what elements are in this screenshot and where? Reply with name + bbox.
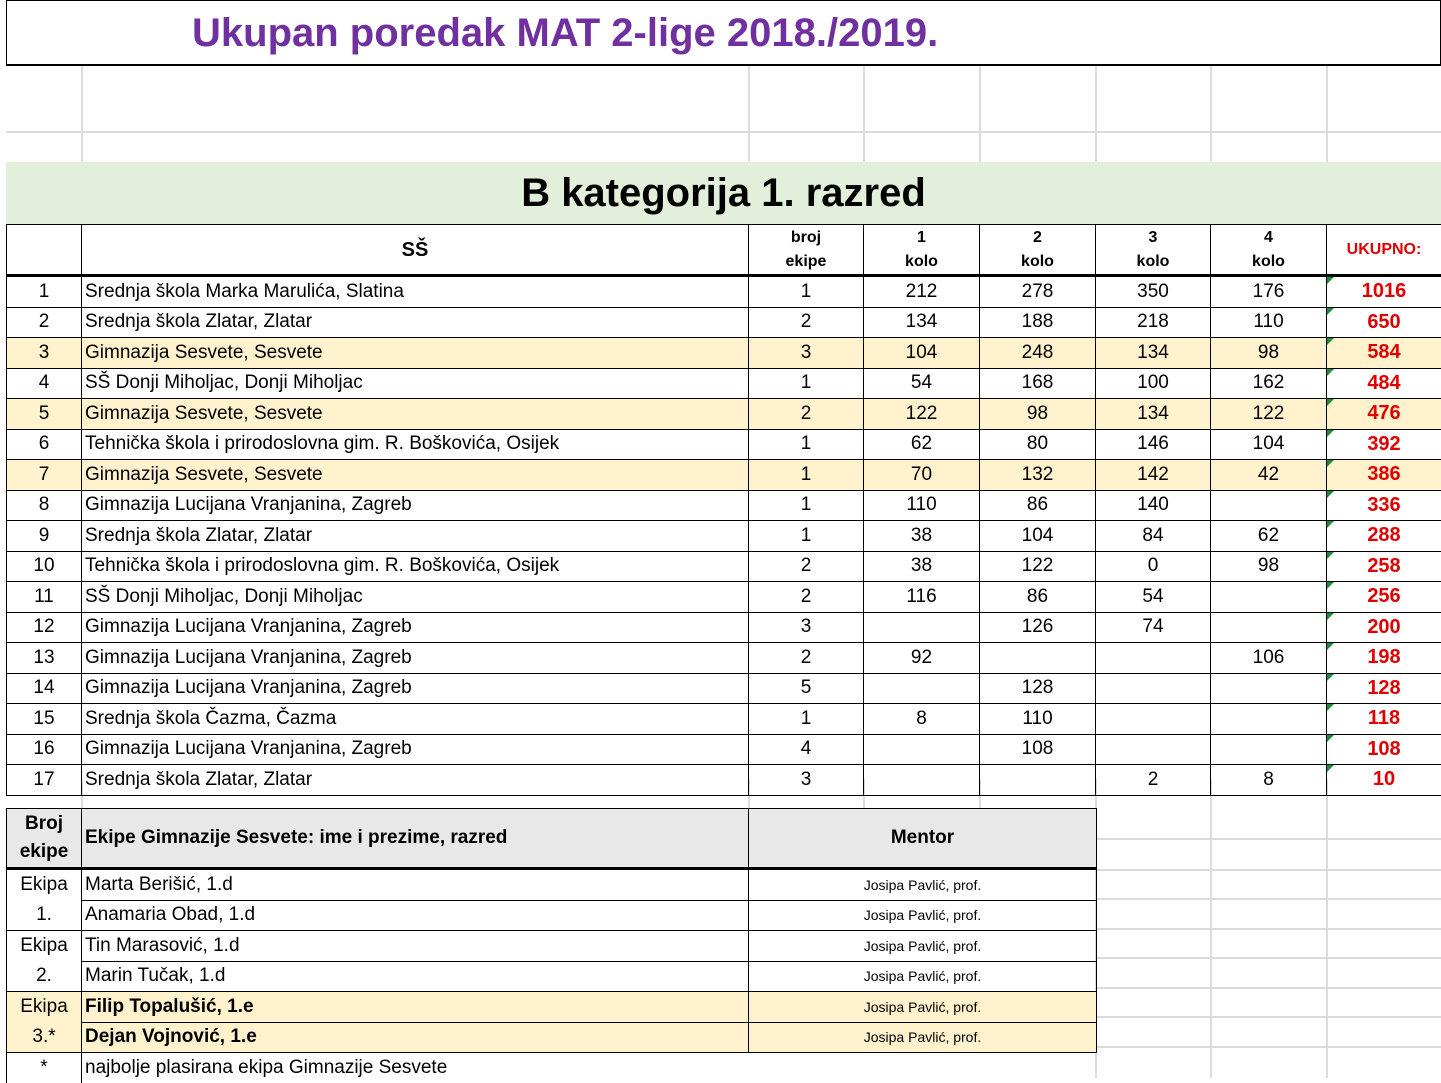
table-row (7, 521, 1441, 552)
school-cell: Gimnazija Sesvete, Sesvete (82, 460, 749, 491)
footnote-mark: * (7, 1053, 82, 1083)
team-no-cell: 2 (749, 551, 864, 582)
round-3-cell (1096, 734, 1211, 765)
school-cell: Srednja škola Zlatar, Zlatar (82, 521, 749, 552)
school-cell: Srednja škola Zlatar, Zlatar (82, 765, 749, 796)
team-no-cell: 1 (749, 704, 864, 735)
round-4-cell (1211, 490, 1327, 521)
rank-cell: 10 (7, 551, 82, 582)
round-1-cell (864, 673, 980, 704)
teams-header-mentor: Mentor (749, 809, 1097, 869)
round-4-cell: 104 (1211, 429, 1327, 460)
member-cell: Anamaria Obad, 1.d (82, 900, 749, 931)
total-cell: 476 (1327, 399, 1441, 430)
team-no-cell: 1 (749, 490, 864, 521)
team-member-row (7, 900, 1097, 931)
round-2-cell: 248 (980, 338, 1096, 369)
round-4-cell: 110 (1211, 307, 1327, 338)
round-3-cell: 134 (1096, 338, 1211, 369)
header-round-1: 1 kolo (864, 225, 980, 276)
school-cell: SŠ Donji Miholjac, Donji Miholjac (82, 582, 749, 613)
team-label-cell: Ekipa (7, 931, 82, 962)
mentor-cell: Josipa Pavlić, prof. (749, 961, 1097, 992)
table-row (7, 368, 1441, 399)
round-4-cell: 98 (1211, 338, 1327, 369)
table-row (7, 765, 1441, 796)
team-no-cell: 2 (749, 307, 864, 338)
round-1-cell: 38 (864, 551, 980, 582)
total-cell: 386 (1327, 460, 1441, 491)
round-2-cell: 168 (980, 368, 1096, 399)
page-title: Ukupan poredak MAT 2-lige 2018./2019. (192, 11, 938, 56)
team-no-cell: 2 (749, 399, 864, 430)
round-2-cell: 86 (980, 582, 1096, 613)
footnote-text: najbolje plasirana ekipa Gimnazije Sesvete (82, 1053, 1097, 1083)
teams-header-row (7, 809, 1097, 869)
total-cell: 336 (1327, 490, 1441, 521)
team-no-cell: 1 (749, 521, 864, 552)
round-2-cell: 126 (980, 612, 1096, 643)
rank-cell: 12 (7, 612, 82, 643)
round-2-cell: 188 (980, 307, 1096, 338)
round-4-cell: 98 (1211, 551, 1327, 582)
round-1-cell (864, 734, 980, 765)
round-3-cell: 146 (1096, 429, 1211, 460)
round-4-cell (1211, 734, 1327, 765)
round-3-cell (1096, 704, 1211, 735)
header-rank (7, 225, 82, 276)
round-2-cell: 104 (980, 521, 1096, 552)
member-cell: Dejan Vojnović, 1.e (82, 1022, 749, 1053)
round-1-cell: 212 (864, 276, 980, 308)
team-no-cell: 2 (749, 643, 864, 674)
page-title-cell (6, 0, 1441, 66)
rank-cell: 2 (7, 307, 82, 338)
school-cell: Srednja škola Marka Marulića, Slatina (82, 276, 749, 308)
member-cell: Marin Tučak, 1.d (82, 961, 749, 992)
round-2-cell: 132 (980, 460, 1096, 491)
total-cell: 288 (1327, 521, 1441, 552)
rank-cell: 11 (7, 582, 82, 613)
total-cell: 200 (1327, 612, 1441, 643)
team-label-cell: 1. (7, 900, 82, 931)
category-title: B kategorija 1. razred (6, 171, 1441, 216)
round-3-cell: 0 (1096, 551, 1211, 582)
team-member-row (7, 869, 1097, 901)
table-row (7, 460, 1441, 491)
team-no-cell: 1 (749, 368, 864, 399)
team-no-cell: 5 (749, 673, 864, 704)
standings-header-row (7, 225, 1441, 276)
footnote-row (7, 1053, 1097, 1083)
total-cell: 10 (1327, 765, 1441, 796)
school-cell: Tehnička škola i prirodoslovna gim. R. Boškovića, Osijek (82, 551, 749, 582)
rank-cell: 7 (7, 460, 82, 491)
standings-table (6, 224, 1441, 796)
school-cell: Srednja škola Zlatar, Zlatar (82, 307, 749, 338)
round-4-cell: 42 (1211, 460, 1327, 491)
round-1-cell: 8 (864, 704, 980, 735)
rank-cell: 4 (7, 368, 82, 399)
round-1-cell: 122 (864, 399, 980, 430)
school-cell: Gimnazija Lucijana Vranjanina, Zagreb (82, 643, 749, 674)
header-school: SŠ (82, 225, 749, 276)
team-label-cell: Ekipa (7, 869, 82, 901)
round-2-cell: 122 (980, 551, 1096, 582)
round-3-cell (1096, 673, 1211, 704)
total-cell: 650 (1327, 307, 1441, 338)
school-cell: Gimnazija Lucijana Vranjanina, Zagreb (82, 490, 749, 521)
header-round-4: 4 kolo (1211, 225, 1327, 276)
member-cell: Filip Topalušić, 1.e (82, 992, 749, 1023)
rank-cell: 1 (7, 276, 82, 308)
mentor-cell: Josipa Pavlić, prof. (749, 1022, 1097, 1053)
round-4-cell (1211, 612, 1327, 643)
table-row (7, 551, 1441, 582)
round-2-cell (980, 765, 1096, 796)
table-row (7, 276, 1441, 308)
round-1-cell: 92 (864, 643, 980, 674)
rank-cell: 14 (7, 673, 82, 704)
round-2-cell: 80 (980, 429, 1096, 460)
mentor-cell: Josipa Pavlić, prof. (749, 869, 1097, 901)
round-1-cell: 62 (864, 429, 980, 460)
school-cell: SŠ Donji Miholjac, Donji Miholjac (82, 368, 749, 399)
round-4-cell: 176 (1211, 276, 1327, 308)
table-row (7, 643, 1441, 674)
teams-header-members: Ekipe Gimnazije Sesvete: ime i prezime, razred (82, 809, 749, 869)
round-3-cell: 100 (1096, 368, 1211, 399)
school-cell: Gimnazija Lucijana Vranjanina, Zagreb (82, 673, 749, 704)
rank-cell: 13 (7, 643, 82, 674)
school-cell: Gimnazija Lucijana Vranjanina, Zagreb (82, 612, 749, 643)
team-member-row (7, 961, 1097, 992)
round-3-cell: 2 (1096, 765, 1211, 796)
round-2-cell: 128 (980, 673, 1096, 704)
round-3-cell: 134 (1096, 399, 1211, 430)
table-row (7, 399, 1441, 430)
mentor-cell: Josipa Pavlić, prof. (749, 931, 1097, 962)
round-1-cell: 110 (864, 490, 980, 521)
round-2-cell: 278 (980, 276, 1096, 308)
round-3-cell: 142 (1096, 460, 1211, 491)
total-cell: 258 (1327, 551, 1441, 582)
round-3-cell: 54 (1096, 582, 1211, 613)
total-cell: 198 (1327, 643, 1441, 674)
team-no-cell: 3 (749, 612, 864, 643)
round-4-cell: 8 (1211, 765, 1327, 796)
school-cell: Gimnazija Sesvete, Sesvete (82, 399, 749, 430)
round-1-cell: 70 (864, 460, 980, 491)
header-round-3: 3 kolo (1096, 225, 1211, 276)
round-2-cell: 110 (980, 704, 1096, 735)
team-no-cell: 1 (749, 429, 864, 460)
round-3-cell: 218 (1096, 307, 1211, 338)
round-2-cell: 108 (980, 734, 1096, 765)
total-cell: 584 (1327, 338, 1441, 369)
round-4-cell (1211, 582, 1327, 613)
table-row (7, 338, 1441, 369)
rank-cell: 8 (7, 490, 82, 521)
team-member-row (7, 992, 1097, 1023)
rank-cell: 3 (7, 338, 82, 369)
school-cell: Tehnička škola i prirodoslovna gim. R. Boškovića, Osijek (82, 429, 749, 460)
table-row (7, 429, 1441, 460)
rank-cell: 9 (7, 521, 82, 552)
total-cell: 1016 (1327, 276, 1441, 308)
school-cell: Srednja škola Čazma, Čazma (82, 704, 749, 735)
member-cell: Marta Berišić, 1.d (82, 869, 749, 901)
round-1-cell: 54 (864, 368, 980, 399)
rank-cell: 17 (7, 765, 82, 796)
team-no-cell: 4 (749, 734, 864, 765)
round-2-cell: 86 (980, 490, 1096, 521)
round-4-cell (1211, 673, 1327, 704)
member-cell: Tin Marasović, 1.d (82, 931, 749, 962)
table-row (7, 734, 1441, 765)
round-3-cell: 84 (1096, 521, 1211, 552)
team-no-cell: 1 (749, 276, 864, 308)
header-round-2: 2 kolo (980, 225, 1096, 276)
total-cell: 484 (1327, 368, 1441, 399)
total-cell: 392 (1327, 429, 1441, 460)
round-1-cell: 116 (864, 582, 980, 613)
team-label-cell: Ekipa (7, 992, 82, 1023)
round-4-cell: 122 (1211, 399, 1327, 430)
table-row (7, 704, 1441, 735)
round-1-cell: 38 (864, 521, 980, 552)
round-1-cell (864, 765, 980, 796)
table-row (7, 582, 1441, 613)
table-row (7, 612, 1441, 643)
team-no-cell: 3 (749, 338, 864, 369)
teams-header-number: Broj ekipe (7, 809, 82, 869)
header-team-no: broj ekipe (749, 225, 864, 276)
total-cell: 128 (1327, 673, 1441, 704)
round-4-cell (1211, 704, 1327, 735)
round-4-cell: 62 (1211, 521, 1327, 552)
round-1-cell: 134 (864, 307, 980, 338)
table-row (7, 490, 1441, 521)
total-cell: 108 (1327, 734, 1441, 765)
team-no-cell: 3 (749, 765, 864, 796)
round-1-cell: 104 (864, 338, 980, 369)
mentor-cell: Josipa Pavlić, prof. (749, 900, 1097, 931)
total-cell: 256 (1327, 582, 1441, 613)
team-label-cell: 3.* (7, 1022, 82, 1053)
mentor-cell: Josipa Pavlić, prof. (749, 992, 1097, 1023)
school-cell: Gimnazija Sesvete, Sesvete (82, 338, 749, 369)
rank-cell: 16 (7, 734, 82, 765)
round-2-cell (980, 643, 1096, 674)
round-2-cell: 98 (980, 399, 1096, 430)
round-3-cell (1096, 643, 1211, 674)
round-3-cell: 350 (1096, 276, 1211, 308)
round-3-cell: 140 (1096, 490, 1211, 521)
team-no-cell: 1 (749, 460, 864, 491)
school-cell: Gimnazija Lucijana Vranjanina, Zagreb (82, 734, 749, 765)
team-member-row (7, 1022, 1097, 1053)
rank-cell: 15 (7, 704, 82, 735)
rank-cell: 5 (7, 399, 82, 430)
round-4-cell: 162 (1211, 368, 1327, 399)
category-band (6, 162, 1441, 224)
teams-table (6, 808, 1097, 1083)
header-total: UKUPNO: (1327, 225, 1441, 276)
rank-cell: 6 (7, 429, 82, 460)
round-1-cell (864, 612, 980, 643)
team-no-cell: 2 (749, 582, 864, 613)
team-member-row (7, 931, 1097, 962)
round-3-cell: 74 (1096, 612, 1211, 643)
table-row (7, 307, 1441, 338)
round-4-cell: 106 (1211, 643, 1327, 674)
total-cell: 118 (1327, 704, 1441, 735)
team-label-cell: 2. (7, 961, 82, 992)
table-row (7, 673, 1441, 704)
